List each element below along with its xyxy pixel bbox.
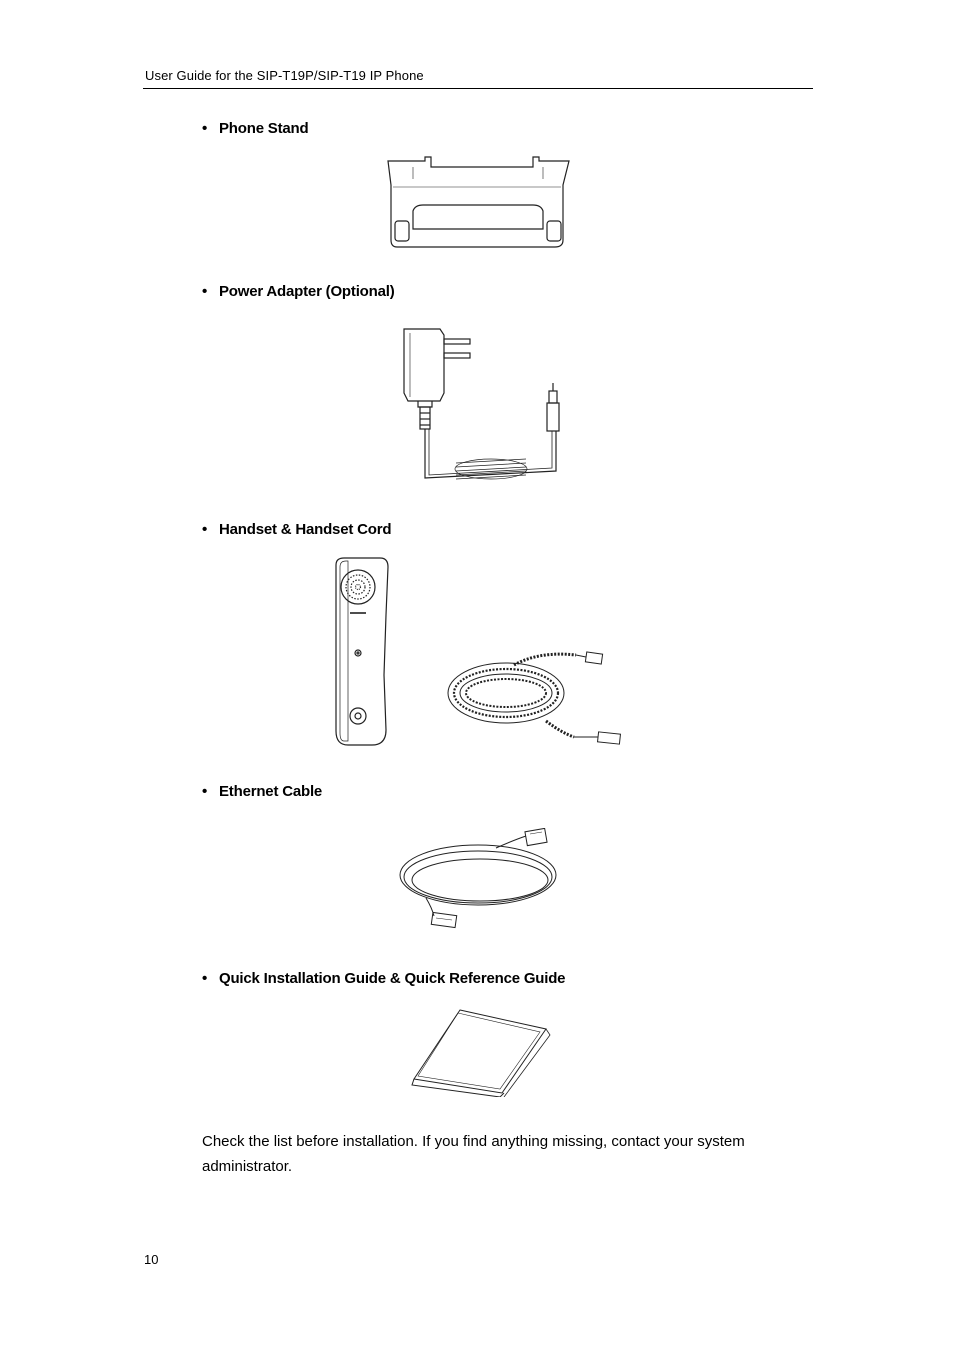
header-title: User Guide for the SIP-T19P/SIP-T19 IP Phone: [145, 68, 424, 83]
handset-cord-icon: [444, 645, 629, 755]
guide-booklet-icon: [410, 1007, 555, 1097]
item-label-ethernet-cable: • Ethernet Cable: [202, 783, 323, 800]
page-header: [143, 68, 813, 89]
power-adapter-icon: [396, 323, 566, 488]
bullet: •: [202, 970, 208, 987]
item-label-phone-stand: • Phone Stand: [202, 120, 309, 137]
handset-icon: [330, 555, 395, 750]
item-label-guides: • Quick Installation Guide & Quick Reference Guide: [202, 970, 566, 987]
item-label-power-adapter: • Power Adapter (Optional): [202, 283, 395, 300]
body-paragraph: Check the list before installation. If you find anything missing, contact your system administrator.: [202, 1133, 745, 1175]
page-number: 10: [144, 1252, 159, 1267]
bullet: •: [202, 283, 208, 300]
item-label-handset: • Handset & Handset Cord: [202, 521, 392, 538]
bullet: •: [202, 783, 208, 800]
bullet: •: [202, 120, 208, 137]
bullet: •: [202, 521, 208, 538]
phone-stand-icon: [383, 155, 573, 250]
ethernet-cable-icon: [396, 828, 566, 933]
